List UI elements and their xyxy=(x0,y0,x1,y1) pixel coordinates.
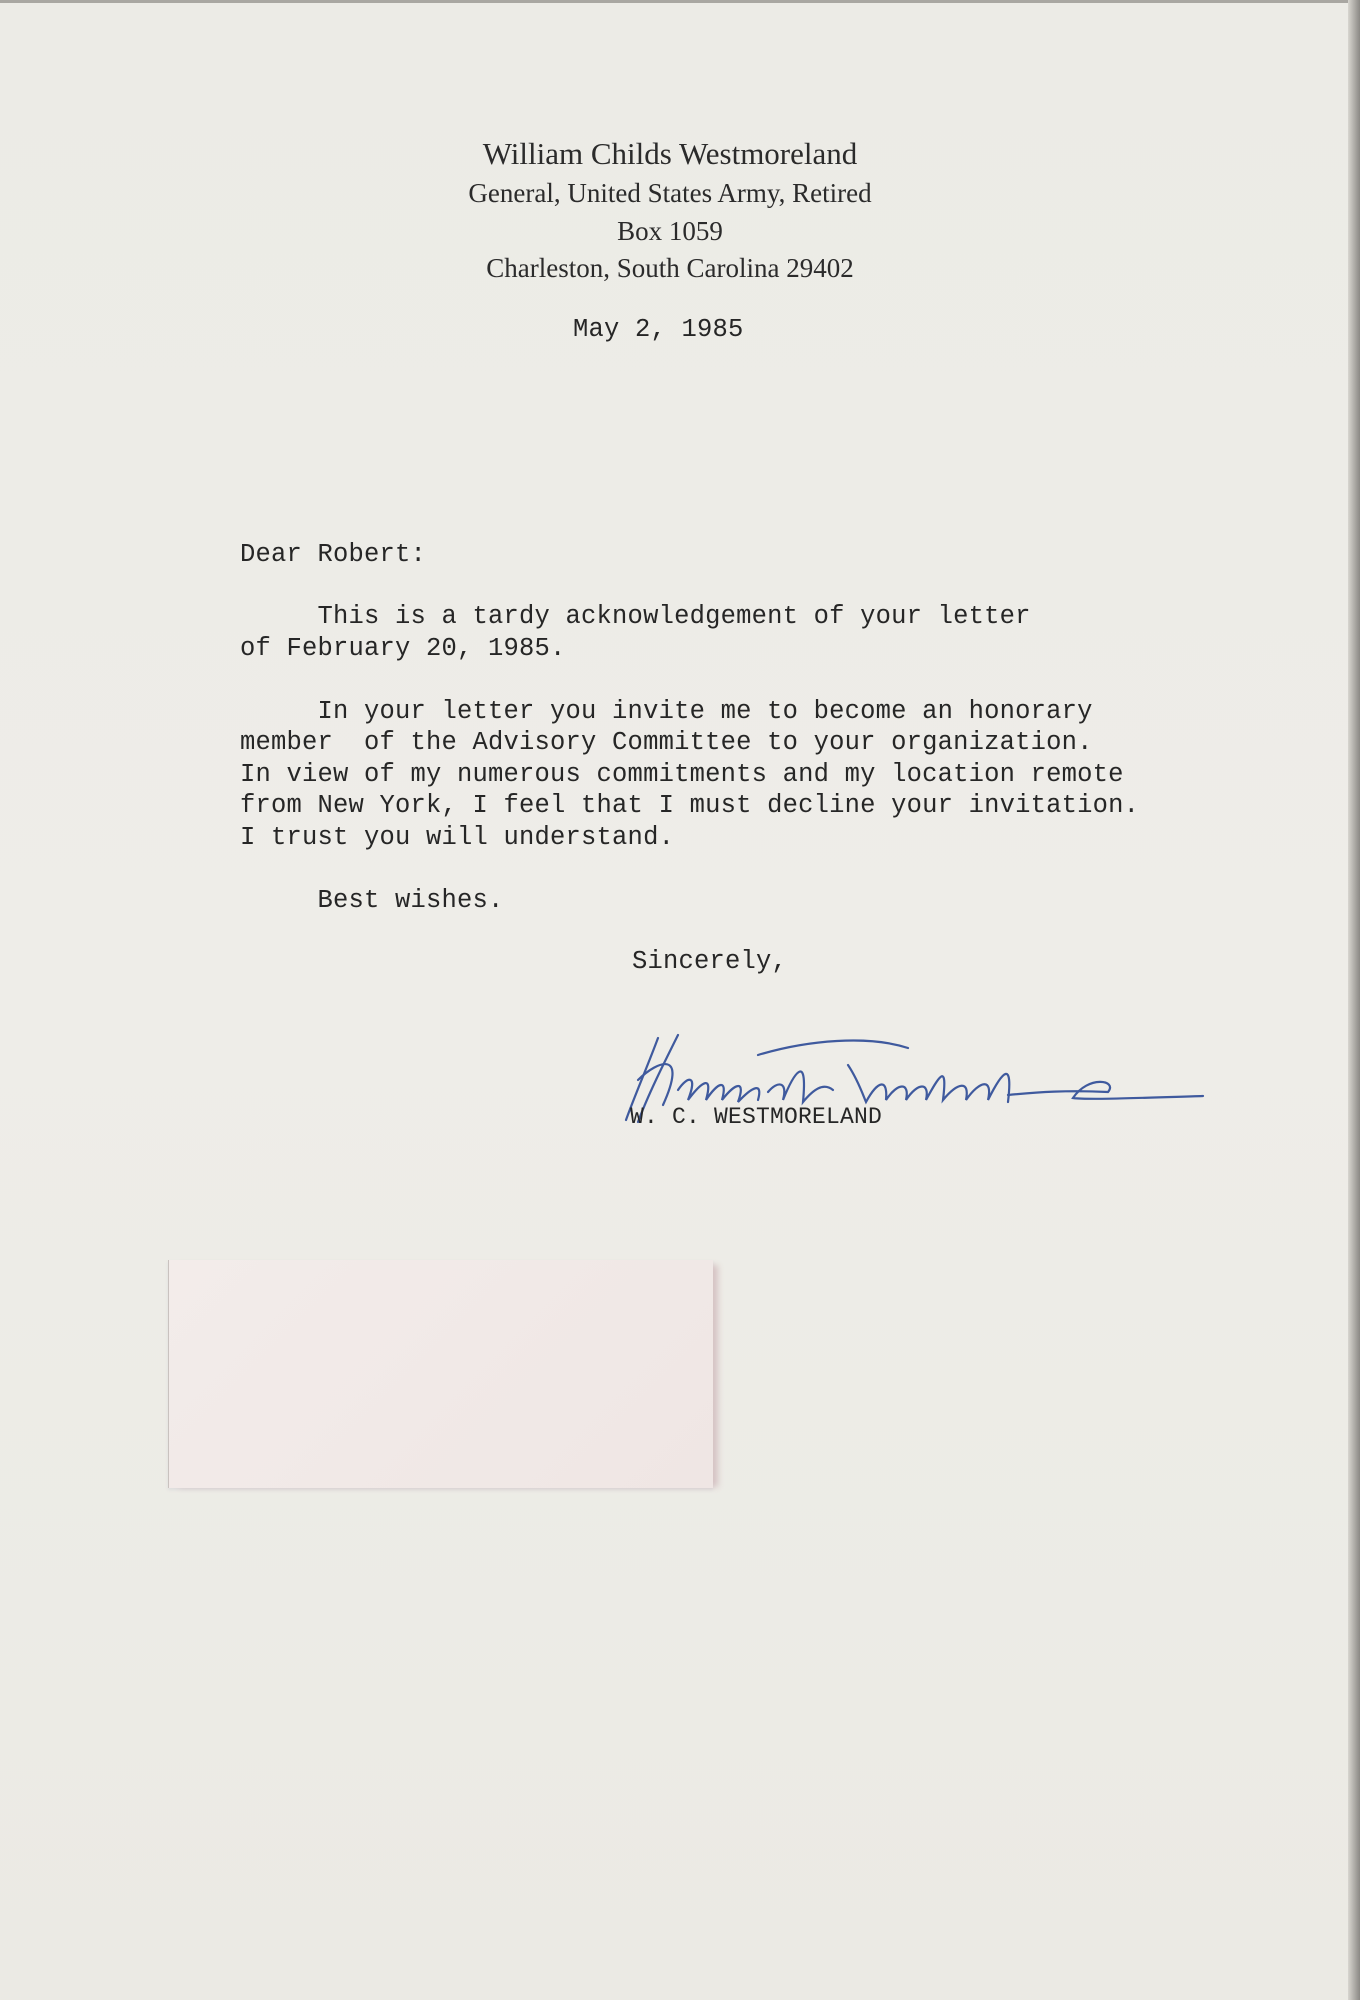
paragraph-line: member of the Advisory Committee to your organization. xyxy=(240,728,1093,757)
paragraph-line: This is a tardy acknowledgement of your letter xyxy=(240,602,1031,631)
letterhead-name: William Childs Westmoreland xyxy=(482,136,858,171)
paragraph-line: of February 20, 1985. xyxy=(240,634,566,663)
paragraph-line: In view of my numerous commitments and my location remote xyxy=(240,760,1124,789)
paper-top-edge xyxy=(0,0,1360,3)
closing-wish: Best wishes. xyxy=(240,886,504,915)
salutation: Dear Robert: xyxy=(240,540,427,569)
typed-name: W. C. WESTMORELAND xyxy=(630,1104,883,1130)
paragraph-line: In your letter you invite me to become an honorary xyxy=(240,697,1093,726)
letterhead-box: Box 1059 xyxy=(617,216,723,246)
paper-right-edge xyxy=(1348,0,1360,2000)
paragraph-line: I trust you will understand. xyxy=(240,823,675,852)
letter-date: May 2, 1985 xyxy=(573,315,744,344)
pink-paper-slip xyxy=(168,1260,713,1488)
paragraph-line: from New York, I feel that I must decline your invitation. xyxy=(240,791,1140,820)
closing: Sincerely, xyxy=(632,947,788,976)
letterhead-city: Charleston, South Carolina 29402 xyxy=(486,253,854,283)
letterhead-title: General, United States Army, Retired xyxy=(468,178,872,208)
